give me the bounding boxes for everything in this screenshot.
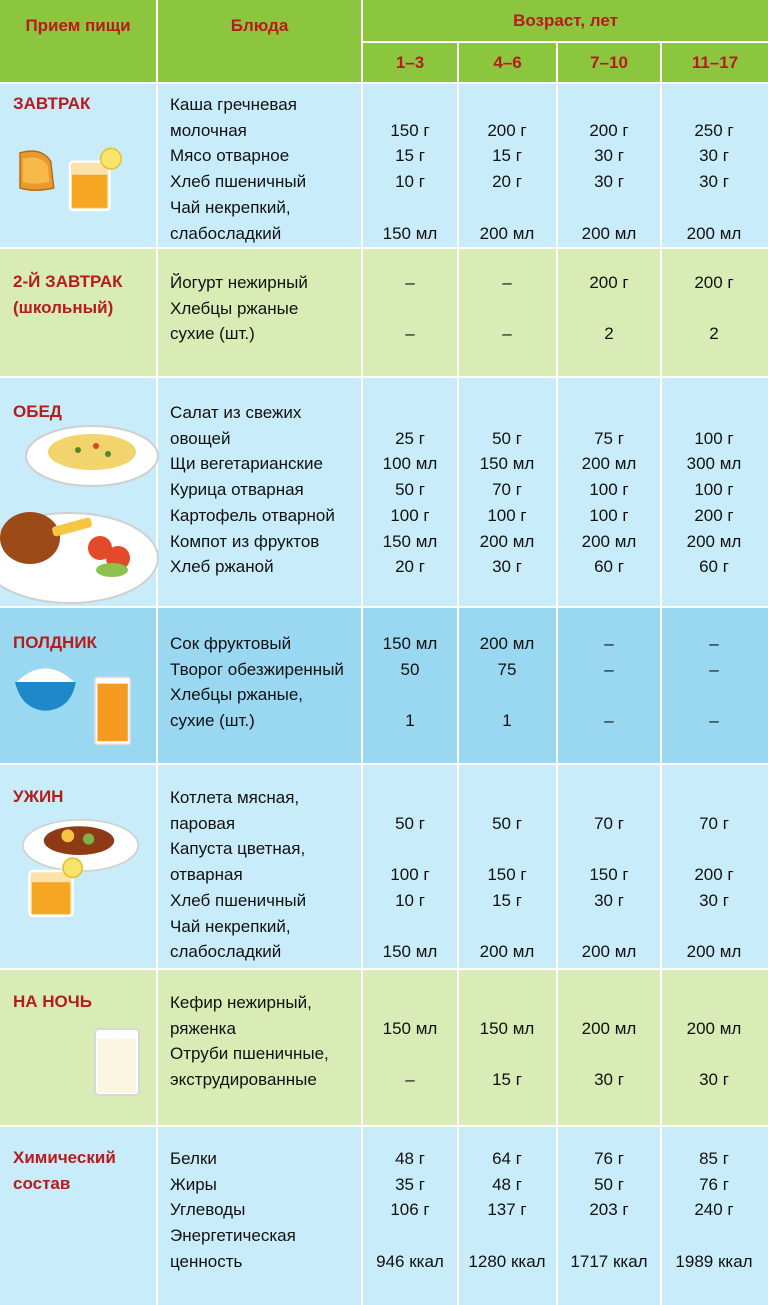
portion-value: 1280 ккал — [468, 1251, 546, 1271]
portion-value: – — [709, 634, 719, 653]
portion-value: 30 г — [594, 172, 624, 192]
dish-line: Картофель отварной — [170, 505, 335, 525]
portion-value: 200 мл — [686, 531, 742, 551]
portion-value: 50 г — [492, 428, 522, 448]
header-dish-cell — [158, 0, 361, 82]
portion-value: 76 г — [699, 1174, 729, 1194]
portion-value: 30 г — [699, 172, 729, 192]
meal-title: ОБЕД — [13, 402, 62, 421]
portion-value: 30 г — [594, 890, 624, 910]
column-divider — [156, 1127, 158, 1305]
portion-value: 150 мл — [382, 942, 438, 962]
header-meal-label: Прием пищи — [25, 16, 131, 35]
dish-line: Углеводы — [170, 1200, 246, 1220]
portion-value: 30 г — [594, 146, 624, 166]
dish-line: сухие (шт.) — [170, 324, 255, 344]
header-age-4 — [662, 43, 768, 82]
portion-value: 48 г — [492, 1174, 522, 1194]
header-age-3 — [558, 43, 660, 82]
portion-value: 15 г — [395, 146, 425, 166]
dish-line: Кефир нежирный, — [170, 993, 312, 1012]
portion-value: 1717 ккал — [570, 1251, 648, 1271]
dish-line: слабосладкий — [170, 942, 282, 962]
dish-line: Хлеб пшеничный — [170, 890, 307, 910]
portion-value: – — [604, 634, 614, 653]
meal-title: ЗАВТРАК — [13, 94, 91, 113]
meal-section — [0, 970, 768, 1125]
dish-line: овощей — [170, 428, 231, 448]
portion-value: 2 — [604, 324, 614, 344]
dish-line: паровая — [170, 813, 236, 833]
portion-value: 15 г — [492, 1070, 522, 1090]
portion-value: 946 ккал — [376, 1251, 444, 1271]
portion-value: 200 г — [694, 865, 734, 885]
portion-value: 100 г — [390, 505, 430, 525]
header-age-label: Возраст, лет — [513, 10, 618, 30]
portion-value: 35 г — [395, 1174, 425, 1194]
column-divider — [156, 970, 158, 1125]
meal-section — [0, 378, 768, 606]
dish-line: отварная — [170, 865, 243, 885]
portion-value: 100 мл — [382, 454, 438, 474]
portion-value: 60 г — [699, 557, 729, 577]
portion-value: 200 мл — [479, 531, 535, 551]
age-label-7-10: 7–10 — [590, 52, 628, 72]
portion-value: 100 г — [589, 480, 629, 500]
portion-value: 75 — [497, 659, 517, 679]
dish-line: Белки — [170, 1149, 217, 1168]
portion-value: 1 — [502, 711, 512, 731]
column-divider — [457, 970, 459, 1125]
dish-line: Салат из свежих — [170, 403, 302, 422]
header-meal-cell — [0, 0, 156, 82]
portion-value: 30 г — [492, 557, 522, 577]
portion-value: 200 г — [694, 273, 734, 292]
breakfast-icon — [0, 144, 150, 254]
column-divider — [156, 765, 158, 968]
dish-line: Жиры — [170, 1174, 217, 1194]
lunch-icon — [0, 418, 160, 608]
portion-value: 150 г — [589, 865, 629, 885]
portion-value: 150 г — [487, 865, 527, 885]
age-label-11-17: 11–17 — [691, 52, 739, 72]
portion-value: 20 г — [492, 172, 522, 192]
portion-value: 50 — [400, 659, 420, 679]
meal-title: 2-Й ЗАВТРАК — [13, 272, 123, 291]
portion-value: 150 г — [390, 120, 430, 140]
column-divider — [361, 249, 363, 376]
portion-value: 60 г — [594, 557, 624, 577]
portion-value: 10 г — [395, 172, 425, 192]
meal-section — [0, 1127, 768, 1305]
dish-line: сухие (шт.) — [170, 711, 255, 731]
column-divider — [660, 1127, 662, 1305]
dish-line: Хлебцы ржаные — [170, 298, 299, 318]
portion-value: 200 мл — [581, 531, 637, 551]
portion-value: – — [604, 711, 614, 731]
portion-value: 150 мл — [479, 454, 535, 474]
dish-line: слабосладкий — [170, 223, 282, 243]
dish-line: Чай некрепкий, — [170, 916, 291, 936]
portion-value: 100 г — [487, 505, 527, 525]
dish-line: Каша гречневая — [170, 95, 297, 114]
column-divider — [660, 970, 662, 1125]
column-divider — [156, 608, 158, 763]
column-divider — [457, 249, 459, 376]
header-dish-label: Блюда — [230, 16, 289, 35]
portion-value: 200 мл — [686, 1018, 742, 1038]
portion-value: – — [604, 659, 614, 679]
portion-value: 70 г — [492, 480, 522, 500]
portion-value: 200 г — [589, 273, 629, 292]
portion-value: 200 мл — [479, 634, 535, 653]
portion-value: 2 — [709, 324, 719, 344]
portion-value: 15 г — [492, 146, 522, 166]
portion-value: – — [709, 711, 719, 731]
dish-line: Хлеб ржаной — [170, 557, 274, 577]
portion-value: 50 г — [395, 813, 425, 833]
meal-title: состав — [13, 1173, 71, 1193]
portion-value: 50 г — [594, 1174, 624, 1194]
portion-value: 150 мл — [382, 223, 438, 243]
portion-value: 200 г — [487, 120, 527, 140]
dish-line: Энергетическая — [170, 1226, 296, 1246]
portion-value: 300 мл — [686, 454, 742, 474]
portion-value: 200 мл — [686, 942, 742, 962]
portion-value: – — [709, 659, 719, 679]
portion-value: 100 г — [390, 865, 430, 885]
dish-line: Мясо отварное — [170, 146, 290, 166]
dish-line: Творог обезжиренный — [170, 659, 344, 679]
portion-value: 200 мл — [479, 223, 535, 243]
column-divider — [156, 249, 158, 376]
portion-value: 100 г — [694, 428, 734, 448]
portion-value: 30 г — [594, 1070, 624, 1090]
portion-value: 150 мл — [382, 531, 438, 551]
snack-icon — [0, 658, 150, 778]
header-age-cell — [363, 0, 768, 41]
header-age-1 — [363, 43, 457, 82]
dish-line: Компот из фруктов — [170, 531, 320, 551]
portion-value: 85 г — [699, 1149, 729, 1168]
portion-value: – — [502, 273, 512, 292]
dish-line: Хлеб пшеничный — [170, 172, 307, 192]
portion-value: 1 — [405, 711, 415, 731]
portion-value: 20 г — [395, 557, 425, 577]
portion-value: 200 мл — [581, 942, 637, 962]
column-divider — [556, 970, 558, 1125]
portion-value: 200 мл — [479, 942, 535, 962]
portion-value: 137 г — [487, 1200, 527, 1220]
dish-line: Отруби пшеничные, — [170, 1044, 329, 1064]
meal-title: ПОЛДНИК — [13, 633, 97, 652]
column-divider — [660, 765, 662, 968]
dish-line: Йогурт нежирный — [170, 273, 308, 292]
portion-value: 15 г — [492, 890, 522, 910]
meal-section — [0, 249, 768, 376]
portion-value: 1989 ккал — [675, 1251, 753, 1271]
portion-value: 30 г — [699, 890, 729, 910]
age-label-1-3: 1–3 — [395, 52, 425, 72]
dish-line: Щи вегетарианские — [170, 454, 323, 474]
age-label-4-6: 4–6 — [493, 52, 522, 72]
meal-section — [0, 608, 768, 763]
portion-value: 150 мл — [382, 634, 438, 653]
portion-value: 100 г — [589, 505, 629, 525]
portion-value: 64 г — [492, 1149, 522, 1168]
portion-value: 200 г — [694, 505, 734, 525]
meal-title: УЖИН — [13, 787, 64, 806]
portion-value: 25 г — [395, 428, 425, 448]
portion-value: – — [502, 324, 512, 344]
column-divider — [660, 249, 662, 376]
portion-value: 200 мл — [581, 454, 637, 474]
portion-value: 76 г — [594, 1149, 624, 1168]
portion-value: 70 г — [699, 813, 729, 833]
portion-value: 150 мл — [479, 1018, 535, 1038]
portion-value: – — [405, 324, 415, 344]
portion-value: 200 мл — [581, 1018, 637, 1038]
dish-line: Курица отварная — [170, 480, 304, 500]
column-divider — [361, 970, 363, 1125]
portion-value: 75 г — [594, 428, 624, 448]
portion-value: 200 мл — [686, 223, 742, 243]
dinner-icon — [0, 815, 150, 935]
dish-line: Хлебцы ржаные, — [170, 685, 304, 705]
portion-value: 240 г — [694, 1200, 734, 1220]
dish-line: ряженка — [170, 1018, 236, 1038]
portion-value: 150 мл — [382, 1018, 438, 1038]
header-age-2 — [459, 43, 556, 82]
portion-value: 200 г — [589, 120, 629, 140]
dish-line: Чай некрепкий, — [170, 197, 291, 217]
dish-line: молочная — [170, 120, 247, 140]
portion-value: 100 г — [694, 480, 734, 500]
column-divider — [660, 608, 662, 763]
column-divider — [660, 378, 662, 606]
portion-value: 10 г — [395, 890, 425, 910]
dish-line: экструдированные — [170, 1070, 317, 1090]
portion-value: 203 г — [589, 1200, 629, 1220]
dish-line: ценность — [170, 1251, 243, 1271]
portion-value: 200 мл — [581, 223, 637, 243]
meal-section — [0, 765, 768, 968]
portion-value: 50 г — [492, 813, 522, 833]
portion-value: 106 г — [390, 1200, 430, 1220]
meal-section — [0, 84, 768, 247]
dish-line: Капуста цветная, — [170, 839, 306, 859]
night-icon — [85, 1025, 155, 1105]
portion-value: 50 г — [395, 480, 425, 500]
portion-value: 70 г — [594, 813, 624, 833]
meal-title: (школьный) — [13, 297, 114, 317]
portion-value: 30 г — [699, 1070, 729, 1090]
portion-value: – — [405, 1070, 415, 1090]
portion-value: – — [405, 273, 415, 292]
portion-value: 30 г — [699, 146, 729, 166]
portion-value: 48 г — [395, 1149, 425, 1168]
dish-line: Сок фруктовый — [170, 634, 292, 653]
portion-value: 250 г — [694, 120, 734, 140]
meal-title: Химический — [13, 1148, 116, 1167]
column-divider — [660, 84, 662, 247]
dish-line: Котлета мясная, — [170, 788, 300, 807]
column-divider — [556, 249, 558, 376]
meal-title: НА НОЧЬ — [13, 992, 92, 1011]
column-divider — [156, 84, 158, 247]
